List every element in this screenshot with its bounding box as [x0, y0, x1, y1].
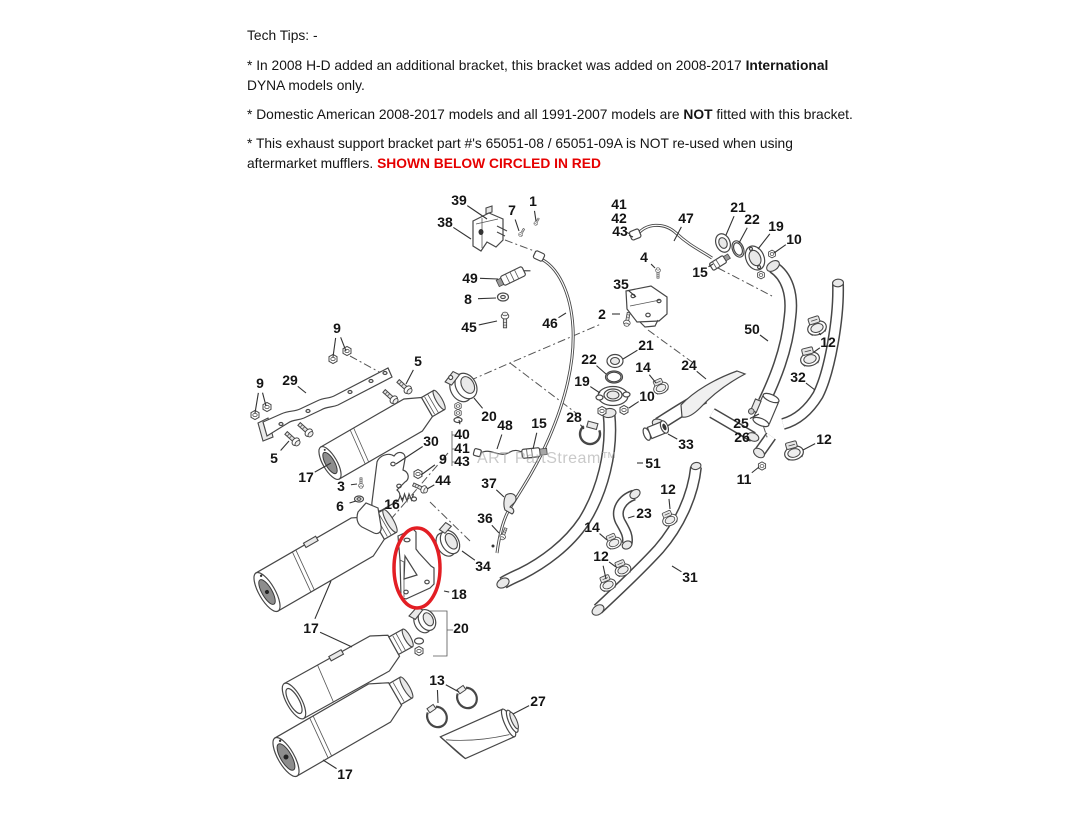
callout-leader-23 [628, 516, 634, 518]
callout-10: 10 [786, 231, 802, 247]
callout-leader-37 [496, 490, 504, 497]
washer-20 [415, 638, 424, 644]
callout-40: 40 [454, 426, 470, 442]
bolt-45 [501, 312, 509, 328]
callout-leader-13 [446, 685, 459, 692]
flange-nut-10-a [598, 406, 606, 415]
callout-leader-38 [453, 227, 471, 239]
callout-22: 22 [744, 211, 760, 227]
tech-tip-text: * Domestic American 2008-2017 models and all 1991-2007 models are [247, 107, 684, 122]
callout-leader-18 [444, 591, 449, 592]
exhaust-ring-21-right [713, 232, 733, 255]
callout-15: 15 [531, 415, 547, 431]
callout-leader-7 [515, 219, 519, 231]
gasket-22-right [730, 239, 747, 259]
callout-4: 4 [640, 249, 648, 265]
callout-14: 14 [584, 519, 600, 535]
callout-36: 36 [477, 510, 493, 526]
callout-leader-45 [479, 321, 497, 325]
callout-leader-12 [669, 499, 670, 509]
callout-48: 48 [497, 417, 513, 433]
callout-29: 29 [282, 372, 298, 388]
callout-9: 9 [333, 320, 341, 336]
hose-clamp-12-c [782, 439, 805, 462]
callout-leader-6 [350, 501, 356, 503]
callout-12: 12 [593, 548, 609, 564]
callout-15: 15 [692, 264, 708, 280]
callout-leader-19 [758, 234, 770, 249]
callout-12: 12 [820, 334, 836, 350]
callout-18: 18 [451, 586, 467, 602]
callout-30: 30 [423, 433, 439, 449]
callout-leader-15 [533, 433, 537, 449]
stack-nut-b [455, 409, 461, 416]
callout-28: 28 [566, 409, 582, 425]
flange-19-center [596, 387, 630, 406]
callout-14: 14 [635, 359, 651, 375]
tech-tip-text: fitted with this bracket. [712, 107, 853, 122]
callout-leader-21 [726, 216, 734, 235]
callout-33: 33 [678, 436, 694, 452]
callout-leader-1 [534, 211, 536, 221]
flange-nut-10-c [769, 250, 776, 258]
callout-24: 24 [681, 357, 697, 373]
screw-7 [518, 228, 526, 238]
callout-50: 50 [744, 321, 760, 337]
callout-17: 17 [337, 766, 353, 782]
flange-19-right [742, 243, 769, 273]
nut-11 [758, 462, 765, 470]
tech-tip-text: aftermarket mufflers. [247, 156, 378, 171]
callout-46: 46 [542, 315, 558, 331]
tech-tip-bold-text: NOT [683, 107, 713, 122]
callout-21: 21 [638, 337, 654, 353]
callout-23: 23 [636, 505, 652, 521]
callout-32: 32 [790, 369, 806, 385]
gasket-22-center [606, 371, 623, 383]
slip-on-muffler-27 [440, 706, 522, 765]
callout-13: 13 [429, 672, 445, 688]
callout-leader-9 [333, 338, 336, 357]
callout-leader-5 [406, 370, 413, 384]
callout-leader-31 [672, 566, 681, 572]
callout-17: 17 [303, 620, 319, 636]
callout-leader-13 [437, 690, 438, 703]
callout-22: 22 [581, 351, 597, 367]
callout-leader-5 [281, 441, 289, 451]
callout-leader-14 [649, 375, 656, 383]
callout-leader-12 [803, 444, 815, 450]
callout-leader-20 [474, 398, 483, 408]
callout-12: 12 [816, 431, 832, 447]
nut-9-d [263, 402, 271, 411]
callout-leader-32 [806, 383, 815, 390]
nut-9-e [414, 469, 422, 478]
callout-43: 43 [612, 223, 628, 239]
callout-25: 25 [733, 415, 749, 431]
callout-43: 43 [454, 453, 470, 469]
callout-leader-4 [651, 264, 655, 268]
callout-1: 1 [529, 193, 537, 209]
callout-35: 35 [613, 276, 629, 292]
callout-45: 45 [461, 319, 477, 335]
callout-9: 9 [439, 451, 447, 467]
callout-10: 10 [639, 388, 655, 404]
muffler-clamp-13-b [452, 682, 481, 712]
nut-20 [415, 646, 423, 655]
callout-leader-22 [739, 228, 747, 243]
callout-19: 19 [574, 373, 590, 389]
rear-header-pipe-50 [764, 258, 791, 402]
callout-27: 27 [530, 693, 546, 709]
callout-26: 26 [734, 429, 750, 445]
callout-31: 31 [682, 569, 698, 585]
support-bracket-35 [626, 286, 667, 327]
spring-bolt-16 [400, 494, 417, 501]
callout-leader-24 [697, 371, 706, 379]
callout-21: 21 [730, 199, 746, 215]
muffler-17-second [248, 498, 404, 615]
callout-16: 16 [384, 496, 400, 512]
screw-3 [358, 478, 363, 488]
callout-leader-49 [480, 278, 498, 279]
screw-1 [533, 217, 540, 226]
callout-11: 11 [736, 471, 752, 487]
tech-tip-bold-text: International [745, 58, 829, 73]
callout-leader-10 [629, 402, 639, 408]
tech-tip-text: DYNA models only. [247, 78, 365, 93]
oxygen-sensor-cable-47 [624, 225, 712, 258]
heat-shield-24 [681, 371, 745, 417]
callout-leader-33 [668, 434, 677, 439]
flange-nut-10-b [620, 405, 628, 414]
flange-nut-10-d [758, 271, 765, 279]
tech-tip-text: * In 2008 H-D added an additional bracket, this bracket was added on 2008-2017 [247, 58, 746, 73]
watermark: ART PartStream™ [477, 450, 618, 467]
oxygen-sensor-15-right [709, 253, 731, 271]
callout-2: 2 [598, 306, 606, 322]
callout-20: 20 [481, 408, 497, 424]
exhaust-ring-21-center [607, 355, 623, 368]
callout-42: 42 [611, 210, 627, 226]
stack-nut-a [455, 402, 461, 409]
callout-38: 38 [437, 214, 453, 230]
callout-39: 39 [451, 192, 467, 208]
callout-leader-11 [752, 467, 759, 473]
screw-5-a [395, 378, 414, 396]
callout-leader-27 [513, 706, 529, 714]
callout-leader-22 [596, 366, 606, 374]
callout-5: 5 [414, 353, 422, 369]
callout-leader-46 [558, 313, 566, 318]
callout-19: 19 [768, 218, 784, 234]
callout-leader-21 [623, 350, 637, 359]
callout-8: 8 [464, 291, 472, 307]
callout-leader-19 [590, 387, 600, 393]
callout-41: 41 [611, 196, 627, 212]
exhaust-support-bracket-18 [398, 529, 434, 599]
callout-12: 12 [660, 481, 676, 497]
callout-leader-9 [255, 393, 258, 413]
callout-20: 20 [453, 620, 469, 636]
callout-41: 41 [454, 440, 470, 456]
callout-51: 51 [645, 455, 661, 471]
callout-9: 9 [256, 375, 264, 391]
screw-5-d [296, 421, 315, 439]
callout-leader-36 [492, 525, 499, 533]
stack-washer [454, 418, 462, 423]
callout-3: 3 [337, 478, 345, 494]
callout-leader-3 [351, 484, 357, 485]
sensor-49 [496, 264, 532, 288]
callout-leader-44 [427, 485, 434, 489]
callout-leader-17 [323, 760, 337, 769]
washer-8 [498, 293, 509, 301]
callout-leader-50 [760, 335, 768, 341]
callout-34: 34 [475, 558, 491, 574]
callout-leader-12 [814, 348, 820, 352]
callout-49: 49 [462, 270, 478, 286]
callout-17: 17 [298, 469, 314, 485]
tech-tip-text: * This exhaust support bracket part #'s 65051-08 / 65051-09A is NOT re-used when using [247, 136, 793, 151]
callout-leader-29 [298, 386, 306, 393]
callout-44: 44 [435, 472, 451, 488]
callout-leader-39 [467, 206, 487, 219]
callout-leader-10 [774, 245, 786, 253]
callout-37: 37 [481, 475, 497, 491]
pin-4 [655, 268, 660, 278]
muffler-clamp-13-a [422, 701, 451, 731]
callout-47: 47 [678, 210, 694, 226]
callout-7: 7 [508, 202, 516, 218]
callout-leader-17 [320, 632, 352, 647]
callout-5: 5 [270, 450, 278, 466]
callout-leader-48 [497, 434, 502, 449]
callout-6: 6 [336, 498, 344, 514]
callout-leader-8 [478, 298, 496, 299]
tech-tip-red-text: SHOWN BELOW CIRCLED IN RED [377, 156, 601, 171]
callout-leader-34 [462, 551, 475, 560]
tech-tips-title: Tech Tips: - [247, 28, 318, 43]
